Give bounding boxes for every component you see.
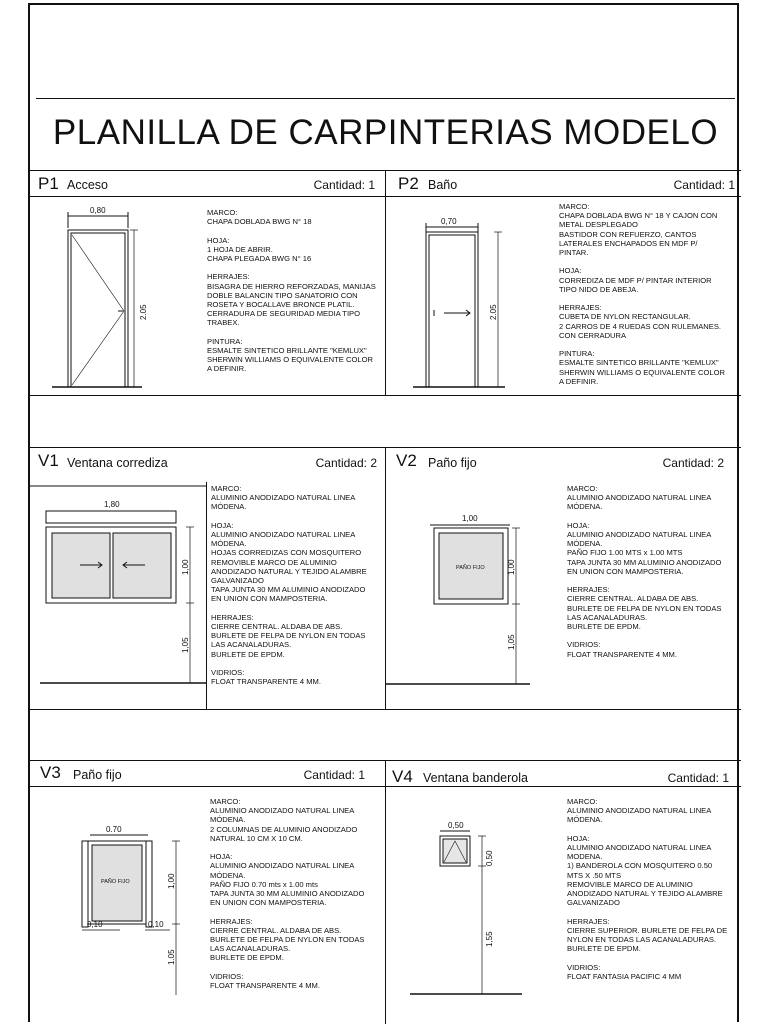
item-quantity: Cantidad: 1	[667, 771, 729, 785]
item-name: Acceso	[67, 178, 108, 192]
drawing-sheet	[28, 3, 739, 1022]
page-title: PLANILLA DE CARPINTERIAS MODELO	[52, 113, 719, 152]
item-quantity: Cantidad: 1	[303, 768, 365, 782]
item-spec: MARCO: CHAPA DOBLADA BWG N° 18 Y CAJON CON METAL DESPLEGADO BASTIDOR CON REFUERZO, CANTOS LATERALES ENCHAPADOS EN MDF P/ PINTAR. HOJA: CORREDIZA DE MDF P/ PINTAR INTERIOR TIPO NIDO DE ABEJA. HERRAJES: CUBETA DE NYLON RECTANGULAR. 2 CARROS DE 4 RUEDAS CON RULEMANES. CON CERRADURA PINTURA: ESMALTE SINTETICO BRILLANTE "KEMLUX" SHERWIN WILLIAMS O EQUIVALENTE COLOR A DEFINIR.	[559, 202, 725, 386]
window-v1-drawing	[30, 486, 206, 683]
dimension-label: 1,00	[462, 514, 478, 523]
item-name: Ventana banderola	[423, 771, 528, 785]
item-name: Baño	[428, 178, 458, 192]
door-p1-drawing	[52, 212, 142, 387]
item-code: V3	[40, 763, 61, 782]
dimension-label: 1.05	[167, 949, 176, 965]
item-quantity: Cantidad: 1	[673, 178, 735, 192]
dimension-label: 0,50	[448, 821, 464, 830]
item-spec: MARCO: ALUMINIO ANODIZADO NATURAL LINEA MÓDENA. 2 COLUMNAS DE ALUMINIO ANODIZADO NATURAL 10 CM X 10 CM. HOJA: ALUMINIO ANODIZADO NATURAL LINEA MÓDENA. PAÑO FIJO 0.70 mts x 1.00 mts TAPA JUNTA 30 MM ALUMINIO ANODIZADO EN UNION CON MAMPOSTERIA. HERRAJES: CIERRE CENTRAL. ALDABA DE ABS. BURLETE DE FELPA DE NYLON EN TODAS LAS ACANALADURAS. BURLETE DE EPDM. VIDRIOS: FLOAT TRANSPARENTE 4 MM.	[210, 797, 365, 991]
item-spec: MARCO: ALUMINIO ANODIZADO NATURAL LINEA MÓDENA. HOJA: ALUMINIO ANODIZADO NATURAL LINEA MODENA. 1) BANDEROLA CON MOSQUITERO 0.50 MTS X .50 MTS REMOVIBLE MARCO DE ALUMINIO ANODIZADO NATURAL Y TEJIDO ALAMBRE GALVANIZADO HERRAJES: CIERRE SUPERIOR. BURLETE DE FELPA DE NYLON EN TODAS LAS ACANALADURAS. BURLETE DE EPDM. VIDRIOS: FLOAT FANTASIA PACIFIC 4 MM	[567, 797, 728, 981]
item-code: P1	[38, 174, 59, 193]
dimension-label: 0,10	[148, 920, 164, 929]
carpentry-drawings	[30, 5, 741, 1024]
item-code: P2	[398, 174, 419, 193]
item-quantity: Cantidad: 2	[662, 456, 724, 470]
dimension-label: 1,05	[181, 637, 190, 653]
item-spec: MARCO: ALUMINIO ANODIZADO NATURAL LINEA MÓDENA. HOJA: ALUMINIO ANODIZADO NATURAL LINEA MÓDENA. PAÑO FIJO 1.00 MTS x 1.00 MTS TAPA JUNTA 30 MM ALUMINIO ANODIZADO EN UNION CON MAMPOSTERIA. HERRAJES: CIERRE CENTRAL. ALDABA DE ABS. BURLETE DE FELPA DE NYLON EN TODAS LAS ACANALADURAS. BURLETE DE EPDM. VIDRIOS: FLOAT TRANSPARENTE 4 MM.	[567, 484, 722, 659]
item-name: Paño fijo	[73, 768, 122, 782]
item-name: Paño fijo	[428, 456, 477, 470]
dimension-label: 1,05	[507, 634, 516, 650]
dimension-label: 0,50	[485, 850, 494, 866]
pane-label: PAÑO FIJO	[101, 879, 130, 885]
dimension-label: 0,10	[87, 920, 103, 929]
window-v3-drawing	[82, 835, 180, 995]
item-code: V4	[392, 767, 413, 786]
dimension-label: 0,70	[441, 217, 457, 226]
item-quantity: Cantidad: 1	[313, 178, 375, 192]
item-spec: MARCO: ALUMINIO ANODIZADO NATURAL LINEA MÓDENA. HOJA: ALUMINIO ANODIZADO NATURAL LINEA MÓDENA. HOJAS CORREDIZAS CON MOSQUITERO REMOVIBLE MARCO DE ALUMINIO ANODIZADO NATURAL Y TEJIDO ALAMBRE GALVANIZADO TAPA JUNTA 30 MM ALUMINIO ANODIZADO EN UNION CON MAMPOSTERIA. HERRAJES: CIERRE CENTRAL. ALDABA DE ABS. BURLETE DE FELPA DE NYLON EN TODAS LAS ACANALADURAS. BURLETE DE EPDM. VIDRIOS: FLOAT TRANSPARENTE 4 MM.	[211, 484, 367, 687]
item-quantity: Cantidad: 2	[315, 456, 377, 470]
item-name: Ventana corrediza	[67, 456, 168, 470]
pane-label: PAÑO FIJO	[456, 565, 485, 571]
dimension-label: 1,00	[167, 873, 176, 889]
window-v2-drawing	[386, 525, 530, 684]
item-code: V2	[396, 451, 417, 470]
dimension-label: 1,80	[104, 500, 120, 509]
item-code: V1	[38, 451, 59, 470]
window-v4-drawing	[410, 831, 522, 994]
dimension-label: 2.05	[139, 304, 148, 320]
dimension-label: 2.05	[489, 304, 498, 320]
dimension-label: 0,80	[90, 206, 106, 215]
dimension-label: 1,00	[507, 559, 516, 575]
dimension-label: 0.70	[106, 825, 122, 834]
dimension-label: 1,55	[485, 931, 494, 947]
dimension-label: 1,00	[181, 559, 190, 575]
item-spec: MARCO: CHAPA DOBLADA BWG N° 18 HOJA: 1 HOJA DE ABRIR. CHAPA PLEGADA BWG N° 16 HERRAJES: BISAGRA DE HIERRO REFORZADAS, MANIJAS DOBLE BALANCIN TIPO SANATORIO CON ROSETA Y BOCALLAVE BRONCE PLATIL. CERRADURA DE SEGURIDAD MEDIA TIPO TRABEX. PINTURA: ESMALTE SINTETICO BRILLANTE "KEMLUX" SHERWIN WILLIAMS O EQUIVALENTE COLOR A DEFINIR.	[207, 208, 376, 374]
